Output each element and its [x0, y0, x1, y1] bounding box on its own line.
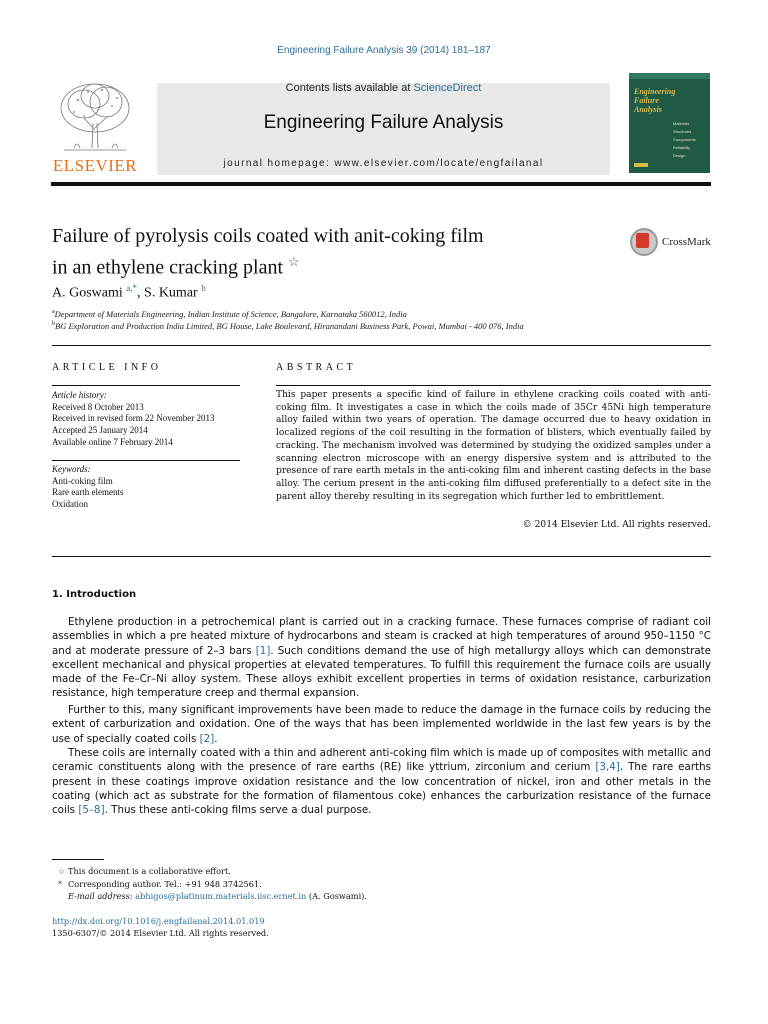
author-name: S. Kumar	[144, 285, 198, 301]
keyword-item: Oxidation	[52, 499, 88, 510]
issn-copyright: 1350-6307/© 2014 Elsevier Ltd. All rights reserved.	[52, 928, 269, 938]
history-item: Accepted 25 January 2014	[52, 425, 148, 436]
abstract-divider	[276, 385, 711, 386]
keywords	[52, 464, 123, 511]
history-label: Article history:	[52, 390, 107, 400]
footnote-email: E-mail address: abhigos@platinum.materials.iisc.ernet.in (A. Goswami).	[68, 891, 367, 901]
cover-subject: Structures	[673, 129, 692, 134]
publisher-wordmark: ELSEVIER	[52, 156, 138, 175]
footnote-divider	[52, 859, 104, 860]
header-divider	[51, 182, 711, 186]
section-heading: 1. Introduction	[52, 589, 137, 600]
history-item: Received in revised form 22 November 2013	[52, 413, 215, 424]
history-item: Available online 7 February 2014	[52, 436, 173, 447]
contents-prefix: Contents lists available at	[285, 82, 414, 94]
author-list: A. Goswami $^{a,*}$, S. Kumar $^b$	[52, 283, 206, 301]
article-info-heading: ARTICLE INFO	[52, 362, 162, 373]
affiliation-b: $^b$BG Exploration and Production India Limited, BG House, Lake Boulevard, Hiranandani Business Park, Powai, Mumbai - 400 076, India	[52, 321, 524, 331]
elsevier-logo	[50, 78, 140, 176]
keywords-label: Keywords:	[52, 464, 91, 474]
cover-subject: Components	[673, 137, 696, 142]
author-affiliation-link[interactable]: a,*	[126, 283, 138, 293]
author-affiliation-link[interactable]: b	[201, 283, 206, 293]
citation-link[interactable]: [1]	[255, 644, 271, 657]
email-label: E-mail address:	[68, 891, 133, 901]
title-line-2: in an ethylene cracking plant ☆	[52, 254, 300, 279]
contents-line	[157, 82, 610, 94]
crossmark-label: CrossMark	[662, 236, 711, 248]
cover-mark	[634, 163, 648, 167]
keyword-item: Anti-coking film	[52, 475, 113, 486]
section-divider	[52, 345, 711, 346]
title-footnote-star[interactable]: ☆	[288, 254, 300, 269]
crossmark-badge[interactable]	[630, 228, 712, 258]
email-link[interactable]: abhigos@platinum.materials.iisc.ernet.in	[135, 891, 307, 901]
citation-link[interactable]: [3,4]	[595, 761, 620, 774]
info-divider	[52, 385, 240, 386]
cover-subject: Materials	[673, 121, 690, 126]
sciencedirect-link[interactable]: ScienceDirect	[413, 82, 482, 94]
author-name: A. Goswami	[52, 285, 123, 301]
affiliation-a: $^a$Department of Materials Engineering, Indian Institute of Science, Bangalore, Karnataka 560012, India	[52, 309, 407, 319]
journal-homepage-link[interactable]: journal homepage: www.elsevier.com/locate/engfailanal	[223, 158, 544, 169]
section-divider	[52, 556, 711, 557]
article-history	[52, 390, 214, 449]
abstract-heading: ABSTRACT	[276, 362, 357, 373]
cover-subject: Reliability	[673, 145, 691, 150]
keyword-item: Rare earth elements	[52, 487, 124, 498]
journal-title: Engineering Failure Analysis	[263, 112, 504, 133]
body-paragraph: These coils are internally coated with a thin and adherent anti-coking film which is made up of composites with metallic and ceramic constituents along with the presence of rare earths (RE) like yttrium, zirconium and cerium [3,4]. The rare earths present in these coatings improve oxidation resistance and the low concentration of nickel, iron and other metals in the coating (which act as substrate for the formation of filamentous coke) enhances the carburization resistance of the furnace coils [5–8]. Thus these anti-coking films serve a dual purpose.	[52, 747, 711, 817]
abstract-copyright: © 2014 Elsevier Ltd. All rights reserved.	[522, 520, 711, 530]
article-title	[52, 224, 572, 281]
body-paragraph: Ethylene production in a petrochemical plant is carried out in a cracking furnace. These furnaces comprise of radiant coil assemblies in which a pre heated mixture of hydrocarbons and steam is cracked at high temperatures of around 950–1150 °C and at moderate pressure of 2–3 bars [1]. Such conditions demand the use of high metallurgy alloys which can demonstrate excellent mechanical and physical properties at elevated temperatures. To fulfill this requirement the furnace coils are usually made of the Fe–Cr–Ni alloy system. These alloys exhibit excellent properties in terms of oxidation resistance, carburization resistance, high temperature creep and thermal expansion.	[52, 616, 712, 700]
doi-link[interactable]: http://dx.doi.org/10.1016/j.engfailanal.2014.01.019	[52, 916, 265, 926]
cover-title: Engineering Failure Analysis	[634, 87, 676, 114]
history-item: Received 8 October 2013	[52, 401, 144, 412]
body-paragraph: Further to this, many significant improvements have been made to reduce the damage in the furnace coils by reducing the extent of carburization and oxidation. One of the ways that has been implemented worldwide in the last few years is by the use of specially coated coils [2].	[52, 704, 711, 745]
footnote-star-symbol: ☆	[58, 866, 66, 876]
footnote-star: ☆ This document is a collaborative effort.	[58, 866, 231, 876]
citation-link[interactable]: [5–8]	[78, 804, 105, 817]
cover-stripe	[629, 73, 710, 79]
footnote-corresponding: * Corresponding author. Tel.: +91 948 3742561.	[58, 879, 262, 889]
abstract-text: This paper presents a specific kind of failure in ethylene cracking coils coated with anti-coking film. It investigates a case in which the coils made of 35Cr 45Ni high temperature alloy failed within two years of operation. The damage occurred due to heavy oxidation in localized regions of the coil resulting in the formation of blisters, which eventually failed by cracking. The mechanism involved was determined by studying the oxidized samples under a scanning electron microscope with an energy dispersive system and is attributed to the presence of rare earth metals in the anti-coking film and inherent casting defects in the base alloy. The cerium present in the anti-coking film diffused preferentially to a defect site in the parent alloy thereby resulting in its segregation which further led to embrittlement.	[276, 390, 711, 502]
elsevier-tree-icon	[54, 78, 136, 158]
journal-reference-link[interactable]: Engineering Failure Analysis 39 (2014) 181–187	[277, 45, 491, 56]
journal-cover-thumbnail[interactable]	[629, 73, 710, 173]
footnote-asterisk-symbol: *	[58, 879, 63, 889]
info-divider	[52, 460, 240, 461]
cover-subject: Design	[673, 153, 686, 158]
citation-link[interactable]: [2]	[199, 732, 215, 745]
crossmark-bookmark-icon	[636, 233, 649, 248]
title-line-1: Failure of pyrolysis coils coated with anit-coking film	[52, 225, 484, 247]
